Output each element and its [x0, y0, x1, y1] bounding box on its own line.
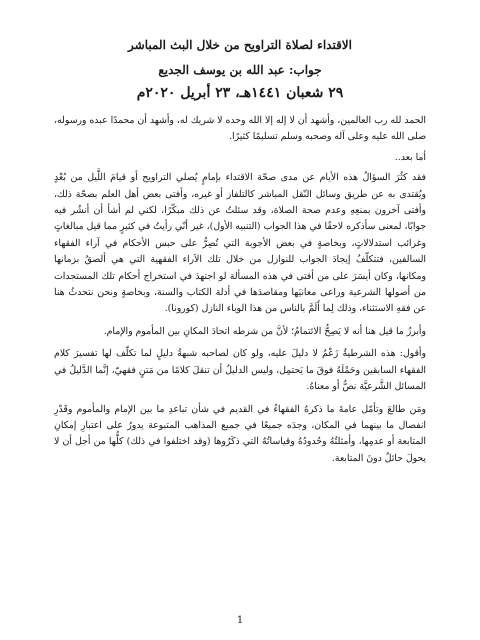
document-body — [54, 113, 426, 467]
paragraph-opening: الحمد لله رب العالمين، وأشهد أن لا إله إلا الله وحده لا شريك له، وأشهد أن محمدًا عبده ورسوله، صلى الله عليه وعلى آله وصحبه وسلم تسليمًا كثيرًا. — [54, 115, 426, 143]
paragraph-amma-baad: أما بعد.. — [394, 151, 426, 163]
paragraph-response: وأقول: هذه الشرطيةُ زَعْمٌ لا دليلَ عليه، ولو كان لصاحبه شبهةُ دليلٍ لما تكلّف لها تفسيرَ كلام الفقهاء السابقين وحَمْلَهُ فوقَ ما يَحتمِل، وليس الدليلُ أن تنقلَ كلامًا من مَتنٍ فقهيّ، إنَّما الدَّليلُ في المسائل الشَّرعيَّة نصٌّ أو معناهُ. — [54, 348, 426, 393]
author-line: جواب: عبد الله بن يوسف الجديع — [158, 63, 322, 77]
document-header — [54, 38, 426, 101]
page-number: 1 — [236, 615, 244, 626]
date-line: ٢٩ شعبان ١٤٤١هـ، ٢٣ أبريل ٢٠٢٠م — [136, 85, 344, 101]
paragraph-question: فقد كثُرَ السؤالُ هذه الأيام عن مدى صحّة الاقتداء بإمامٍ يُصلي التراويح أو قيامَ اللَّيل من بُعْدٍ ويُقتدى به عن طريق وسائل النّقل المباشر كالتلفاز أو غيره، وأفتى بعض أهل العلم بصحّة ذلك، وأفتى آخرون بمنعِهِ وعدم صحة الصلاة، وقد سئلتُ عن ذلك مبكّرًا، لكني لم أشأ أن أنشُر فيه جوابًا، لمعنى سأذكره لاحقًا في هذا الجواب (التنبيه الأول)، غير أنّي رأيتُ في كثيرٍ مما قيل مبالغاتٍ وغرائب استدلالاتٍ، وبخاصةٍ في بعض الأجوبة التي تُصِرُّ على حبس الأحكام في آراء الفقهاء السالفين، فتتكلّفُ إيجادَ الجواب للنوازل من خلال تلك الآراء الفقهية التي هي ألصقُ بزمانها ومكانها، وكان أيسَرَ على من أفتى في هذه المسألة لو اجتهدَ في استخراج أحكام تلك المستجدات من أصولها الشرعية وراعى معانيَها ومقاصدَها في أدلة الكتاب والسنة، وبخاصةٍ ونحن نتحدثُ هنا عن فقهِ الاستثناء، وذلك لِما أَلَمَّ بالناس من هذا الوباء النازل (كورونا). — [54, 172, 426, 315]
paragraph-main-claim: وأبرزُ ما قيل هنا أنه لا يَصِحُّ الائتمامُ؛ لأنَّ من شرطه اتحادَ المكانِ بين المأموم والإمام. — [103, 325, 426, 337]
document-title: الاقتداء لصلاة التراويح من خلال البث المباشر — [128, 38, 352, 52]
paragraph-analysis: ومَن طالعَ وتأمّل عامةَ ما ذكرهُ الفقهاءُ في القديم في شأن تباعدِ ما بين الإمام والمأموم وقَدْرِ انفصال ما بينهما في المكان، وجدَه جميعًا في جميع المذاهب المتبوعة يدورُ على اعتبارِ إمكانِ المتابعة أو عدمِها، وأمثلتُهُ وحُدودُهُ وقياساتُهُ التي ذكَرُوها (وقد اختلفوا في ذلك) كلُّها من أجل أن لا يحولَ حائلٌ دونَ المتابعة. — [54, 403, 426, 464]
